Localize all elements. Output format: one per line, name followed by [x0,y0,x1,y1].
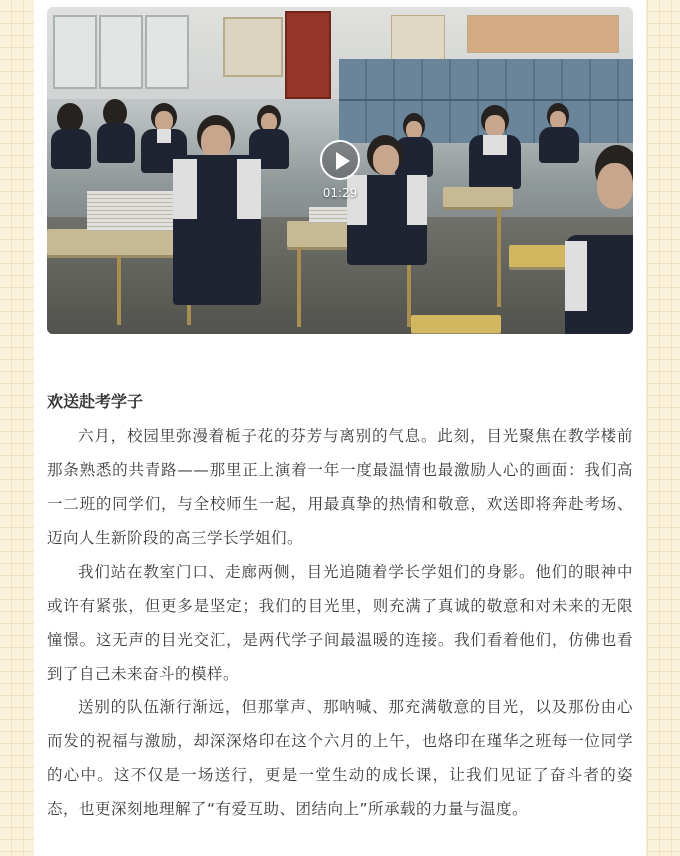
article-container [34,0,646,856]
article-paragraph: 我们站在教室门口、走廊两侧，目光追随着学长学姐们的身影。他们的眼神中或许有紧张，但更多是坚定；我们的目光里，则充满了真诚的敬意和对未来的无限憧憬。这无声的目光交汇，是两代学子间最温暖的连接。我们看着他们，仿佛也看到了自己未来奋斗的模样。 [47,563,633,683]
video-player[interactable] [47,7,633,334]
play-button[interactable] [320,140,360,180]
video-duration: 01:29 [322,186,358,200]
play-icon [336,152,350,170]
article-paragraph: 六月，校园里弥漫着栀子花的芬芳与离别的气息。此刻，目光聚焦在教学楼前那条熟悉的共青路——那里正上演着一年一度最温情也最激励人心的画面：我们高一二班的同学们，与全校师生一起，用最真挚的热情和敬意，欢送即将奔赴考场、迈向人生新阶段的高三学长学姐们。 [47,427,633,547]
article-paragraph: 送别的队伍渐行渐远，但那掌声、那呐喊、那充满敬意的目光，以及那份由心而发的祝福与激励，却深深烙印在这个六月的上午，也烙印在瑾华之班每一位同学的心中。这不仅是一场送行，更是一堂生动的成长课，让我们见证了奋斗者的姿态，也更深刻地理解了“有爱互助、团结向上”所承载的力量与温度。 [47,698,633,818]
article-heading: 欢送赴考学子 [47,392,144,411]
